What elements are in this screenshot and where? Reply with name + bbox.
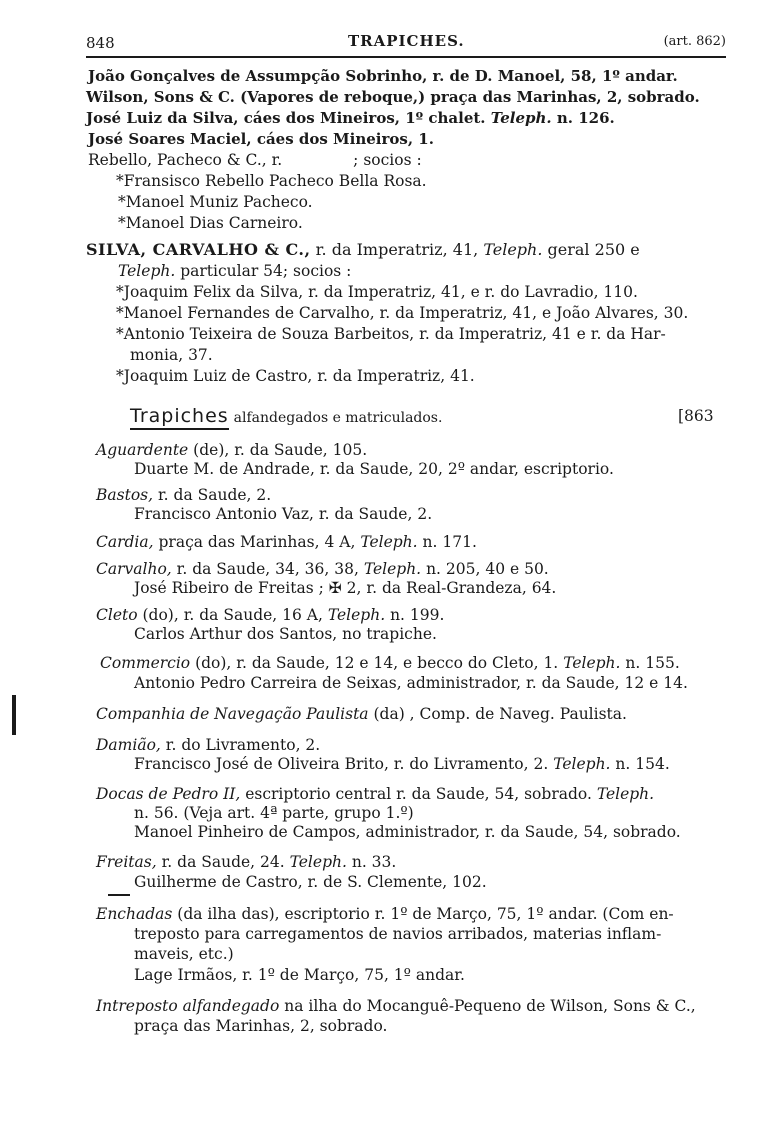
listing-sub: José Ribeiro de Freitas ; ✠ 2, r. da Real-Grandeza, 64. xyxy=(134,579,557,597)
listing-docas: Docas de Pedro II, escriptorio central r. da Saude, 54, sobrado. Teleph. xyxy=(96,785,655,803)
margin-mark xyxy=(12,695,16,735)
page-title: TRAPICHES. xyxy=(348,32,465,50)
header-rule xyxy=(86,56,726,58)
partner-line: *Manoel Fernandes de Carvalho, r. da Imperatriz, 41, e João Alvares, 30. xyxy=(116,304,689,322)
partner-line: *Manoel Dias Carneiro. xyxy=(118,214,303,232)
listing-sub: Francisco Antonio Vaz, r. da Saude, 2. xyxy=(134,505,433,523)
page-number: 848 xyxy=(86,34,115,52)
article-ref: (art. 862) xyxy=(663,34,726,49)
listing-docas-line2: n. 56. (Veja art. 4ª parte, grupo 1.º) xyxy=(134,804,414,822)
listing-sub: Guilherme de Castro, r. de S. Clemente, 102. xyxy=(134,873,487,891)
partner-line: *Fransisco Rebello Pacheco Bella Rosa. xyxy=(116,172,427,190)
listing-intreposto: Intreposto alfandegado na ilha do Mocanguê-Pequeno de Wilson, Sons & C., xyxy=(96,997,696,1015)
partner-line: *Joaquim Luiz de Castro, r. da Imperatriz, 41. xyxy=(116,367,475,385)
section-subtitle: alfandegados e matriculados. xyxy=(233,410,443,426)
listing-sub: Francisco José de Oliveira Brito, r. do Livramento, 2. Teleph. n. 154. xyxy=(134,755,670,773)
listing-sub: Duarte M. de Andrade, r. da Saude, 20, 2º andar, escriptorio. xyxy=(134,460,614,478)
partner-line: *Antonio Teixeira de Souza Barbeitos, r. da Imperatriz, 41 e r. da Har- xyxy=(116,325,666,343)
section-heading xyxy=(130,404,442,430)
listing-damiao: Damião, r. do Livramento, 2. xyxy=(96,736,321,754)
listing-intreposto-line2: praça das Marinhas, 2, sobrado. xyxy=(134,1017,388,1035)
entry-line: Wilson, Sons & C. (Vapores de reboque,) praça das Marinhas, 2, sobrado. xyxy=(86,88,700,106)
listing-cleto: Cleto (do), r. da Saude, 16 A, Teleph. n. 199. xyxy=(96,606,445,624)
listing-sub: Manoel Pinheiro de Campos, administrador, r. da Saude, 54, sobrado. xyxy=(134,823,681,841)
listing-freitas: Freitas, r. da Saude, 24. Teleph. n. 33. xyxy=(96,853,397,871)
listing-sub: Antonio Pedro Carreira de Seixas, administrador, r. da Saude, 12 e 14. xyxy=(134,674,688,692)
ink-mark xyxy=(108,894,130,896)
entry-line: Rebello, Pacheco & C., r. ; socios : xyxy=(88,151,422,169)
silva-entry: SILVA, CARVALHO & C., r. da Imperatriz, 41, Teleph. geral 250 e xyxy=(86,240,640,259)
listing-enchadas: Enchadas (da ilha das), escriptorio r. 1º de Março, 75, 1º andar. (Com en- xyxy=(96,905,674,923)
listing-bastos: Bastos, r. da Saude, 2. xyxy=(96,486,272,504)
listing-enchadas-line2: treposto para carregamentos de navios arribados, materias inflam- xyxy=(134,925,662,943)
listing-commercio: Commercio (do), r. da Saude, 12 e 14, e becco do Cleto, 1. Teleph. n. 155. xyxy=(100,654,680,672)
page-header xyxy=(86,30,726,54)
listing-enchadas-line3: maveis, etc.) xyxy=(134,945,234,963)
entry-line: José Luiz da Silva, cáes dos Mineiros, 1º chalet. Teleph. n. 126. xyxy=(86,109,615,127)
listing-sub: Lage Irmãos, r. 1º de Março, 75, 1º andar. xyxy=(134,966,465,984)
entry-line: José Soares Maciel, cáes dos Mineiros, 1. xyxy=(88,130,434,148)
entry-line: João Gonçalves de Assumpção Sobrinho, r. de D. Manoel, 58, 1º andar. xyxy=(88,67,678,85)
partner-line: *Manoel Muniz Pacheco. xyxy=(118,193,313,211)
partner-line: monia, 37. xyxy=(130,346,213,364)
listing-cardia: Cardia, praça das Marinhas, 4 A, Teleph. n. 171. xyxy=(96,533,477,551)
listing-companhia: Companhia de Navegação Paulista (da) , Comp. de Naveg. Paulista. xyxy=(96,705,627,723)
section-ref: [863 xyxy=(678,407,714,425)
partner-line: *Joaquim Felix da Silva, r. da Imperatriz, 41, e r. do Lavradio, 110. xyxy=(116,283,638,301)
silva-entry-line2: Teleph. particular 54; socios : xyxy=(118,262,352,280)
listing-aguardente: Aguardente (de), r. da Saude, 105. xyxy=(96,441,368,459)
section-title: Trapiches xyxy=(130,405,229,430)
listing-sub: Carlos Arthur dos Santos, no trapiche. xyxy=(134,625,437,643)
listing-carvalho: Carvalho, r. da Saude, 34, 36, 38, Teleph. n. 205, 40 e 50. xyxy=(96,560,549,578)
